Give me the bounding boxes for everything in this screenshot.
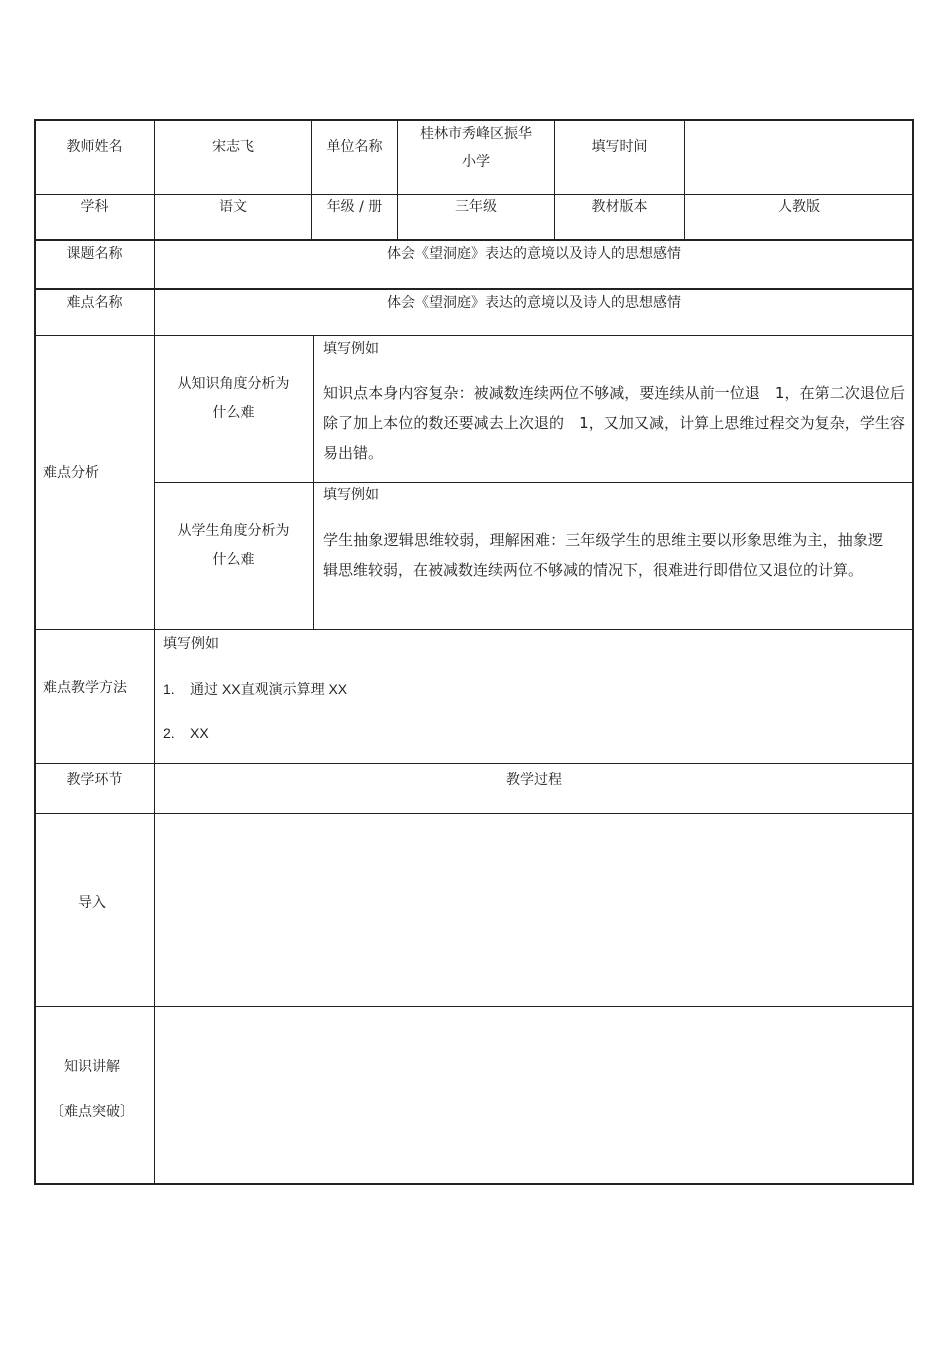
subject-value: 语文	[219, 199, 247, 215]
teaching-process-header: 教学过程	[506, 772, 562, 788]
topic-value: 体会《望洞庭》表达的意境以及诗人的思想感情	[387, 246, 681, 262]
column-divider	[684, 121, 685, 239]
unit-name-value-line1: 桂林市秀峰区振华	[420, 126, 532, 142]
method-item1-text: 通过 XX直观演示算理 XX	[190, 681, 348, 697]
difficulty-value: 体会《望洞庭》表达的意境以及诗人的思想感情	[387, 295, 681, 311]
row-divider	[35, 763, 913, 764]
explain-stage-label-line1: 知识讲解	[64, 1059, 120, 1075]
row-divider	[35, 1006, 913, 1007]
teacher-name-label: 教师姓名	[66, 139, 123, 155]
teaching-stage-header: 教学环节	[66, 772, 123, 788]
method-label: 难点教学方法	[43, 680, 127, 696]
edition-label: 教材版本	[591, 199, 648, 215]
method-item1-number: 1.	[163, 681, 175, 697]
fill-time-label: 填写时间	[591, 139, 648, 155]
column-divider	[313, 336, 314, 629]
row-divider	[35, 194, 913, 195]
edition-value: 人教版	[778, 199, 820, 215]
column-divider	[154, 121, 155, 1184]
unit-name-value-line2: 小学	[462, 154, 490, 170]
unit-name-label: 单位名称	[326, 139, 383, 155]
explain-stage-label-line2: 〔难点突破〕	[50, 1104, 134, 1120]
teacher-name-value: 宋志飞	[212, 139, 254, 155]
subject-label: 学科	[80, 199, 109, 215]
grade-value: 三年级	[455, 199, 497, 215]
method-item2-text: XX	[190, 725, 209, 741]
grade-label: 年级 / 册	[326, 199, 383, 215]
method-example-label: 填写例如	[163, 636, 219, 652]
row-divider	[35, 335, 913, 336]
knowledge-angle-label-line1: 从知识角度分析为	[177, 376, 290, 392]
student-angle-label-line2: 什么难	[212, 552, 255, 568]
difficulty-label: 难点名称	[66, 295, 123, 311]
knowledge-example-label: 填写例如	[323, 341, 379, 357]
student-angle-label-line1: 从学生角度分析为	[177, 523, 290, 539]
topic-label: 课题名称	[66, 246, 123, 262]
student-example-label: 填写例如	[323, 487, 379, 503]
student-angle-text: 学生抽象逻辑思维较弱，理解困难：三年级学生的思维主要以形象思维为主，抽象逻辑思维较弱，在被减数连续两位不够减的情况下，很难进行即借位又退位的计算。	[323, 531, 883, 579]
row-divider	[154, 482, 913, 483]
row-divider	[35, 288, 913, 290]
row-divider	[35, 629, 913, 630]
row-divider	[35, 813, 913, 814]
knowledge-angle-label-line2: 什么难	[212, 405, 255, 421]
intro-stage-label: 导入	[78, 895, 106, 911]
analysis-label: 难点分析	[43, 465, 99, 481]
row-divider	[35, 239, 913, 241]
knowledge-angle-text: 知识点本身内容复杂：被减数连续两位不够减，要连续从前一位退 1，在第二次退位后除了加上本位的数还要减去上次退的 1，又加又减，计算上思维过程交为复杂，学生容易出错。	[323, 384, 905, 462]
method-item2-number: 2.	[163, 725, 175, 741]
